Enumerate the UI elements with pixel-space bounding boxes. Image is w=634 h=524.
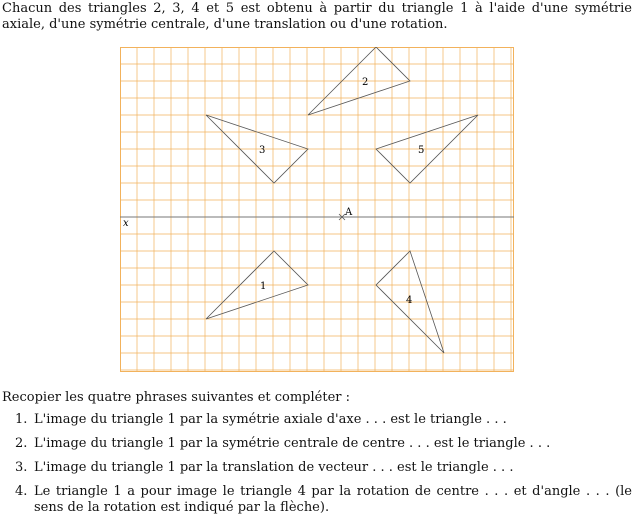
question-number: 1.	[15, 412, 28, 427]
instruction-text: Recopier les quatre phrases suivantes et compléter :	[2, 390, 350, 405]
triangle-3-label: 3	[259, 145, 266, 156]
question-item	[15, 412, 632, 428]
question-item	[15, 436, 632, 452]
question-number: 2.	[15, 436, 28, 451]
point-a-label: A	[345, 207, 353, 218]
question-number: 3.	[15, 460, 28, 475]
grid-border	[121, 48, 514, 372]
geometry-figure	[120, 47, 514, 372]
question-number: 4.	[15, 484, 28, 499]
question-list	[15, 412, 632, 524]
triangle-4-label: 4	[406, 295, 413, 306]
triangle-2-label: 2	[362, 77, 369, 88]
question-text: L'image du triangle 1 par la symétrie centrale de centre . . . est le triangle . . .	[34, 436, 551, 451]
triangle-5-label: 5	[418, 145, 425, 156]
question-item	[15, 460, 632, 476]
grid-svg	[120, 47, 514, 372]
question-item	[15, 484, 632, 516]
triangle-1-label: 1	[260, 281, 267, 292]
intro-text: Chacun des triangles 2, 3, 4 et 5 est obtenu à partir du triangle 1 à l'aide d'une symétrie axiale, d'une symétrie centrale, d'une translation ou d'une rotation.	[2, 1, 632, 32]
axis-x-label: x	[123, 218, 129, 229]
question-text: Le triangle 1 a pour image le triangle 4 par la rotation de centre . . . et d'angle . . . (le sens de la rotation est indiqué par la flèche).	[34, 484, 632, 515]
grid	[120, 47, 514, 372]
question-text: L'image du triangle 1 par la translation de vecteur . . . est le triangle . . .	[34, 460, 514, 475]
question-text: L'image du triangle 1 par la symétrie axiale d'axe . . . est le triangle . . .	[34, 412, 507, 427]
